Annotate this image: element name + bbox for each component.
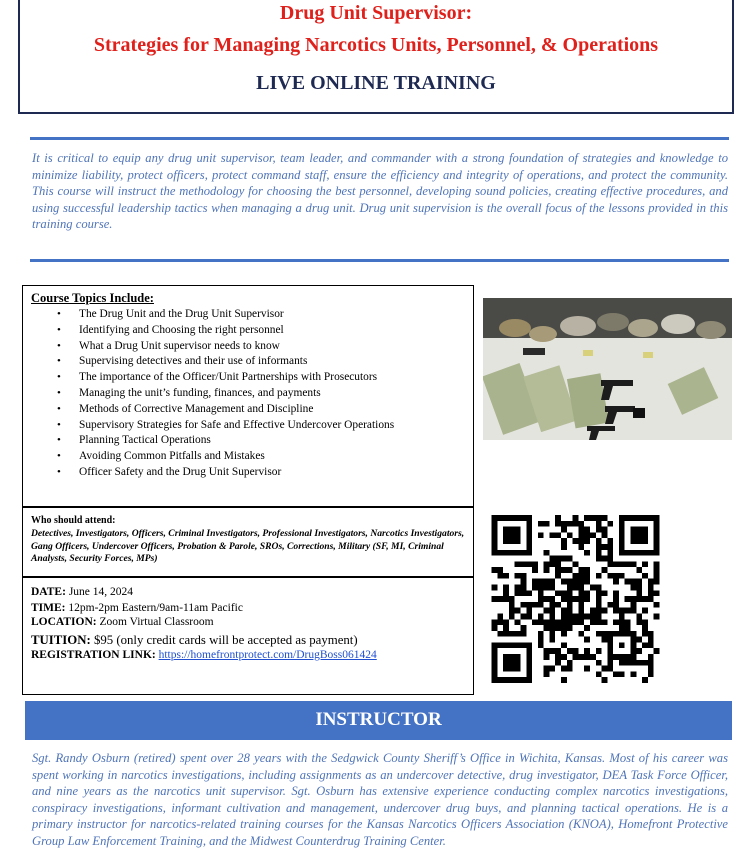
date-label: DATE:	[31, 586, 66, 598]
registration-label: REGISTRATION LINK:	[31, 649, 156, 661]
location-label: LOCATION:	[31, 616, 97, 628]
who-should-attend-text: Detectives, Investigators, Officers, Criminal Investigators, Professional Investigators, Narcotics Investigators, Gang Officers, Undercover Officers, Probation & Parole, SROs, Corrections, Military (SF, MI, Criminal Analysts, Security Forces, MPs)	[31, 528, 465, 565]
title-line-1: Drug Unit Supervisor:	[279, 2, 473, 24]
time-label: TIME:	[31, 602, 66, 614]
header-box	[18, 0, 734, 114]
course-topics-heading: Course Topics Include:	[31, 291, 154, 305]
instructor-bio: Sgt. Randy Osburn (retired) spent over 28 years with the Sedgwick County Sheriff’s Office in Wichita, Kansas. Most of his career was spent working in narcotics investigations, including assignments as an undercover detective, drug investigator, DEA Task Force Officer, and nine years as the narcotics unit supervisor. Sgt. Osburn has extensive experience conducting complex narcotics investigations, conspiracy investigations, informant cultivation and management, undercover drug buys, and planning tactical operations. He is a primary instructor for narcotics-related training courses for the Kansas Narcotics Officers Association (KNOA), Homefront Protective Group Law Enforcement Training, and the Midwest Counterdrug Training Center.	[32, 751, 728, 848]
tuition-value: $95 (only credit cards will be accepted as payment)	[93, 633, 358, 647]
list-item: • Managing the unit’s funding, finances, and payments	[57, 386, 394, 402]
registration-row	[31, 649, 377, 661]
list-item: • Planning Tactical Operations	[57, 433, 394, 449]
title-line-2: Strategies for Managing Narcotics Units, Personnel, & Operations	[93, 34, 659, 56]
list-item: • Avoiding Common Pitfalls and Mistakes	[57, 449, 394, 465]
tuition-label: TUITION:	[31, 633, 91, 647]
time-row	[31, 602, 243, 614]
location-value: Zoom Virtual Classroom	[99, 616, 214, 628]
date-value: June 14, 2024	[68, 586, 134, 598]
tuition-row	[31, 633, 358, 648]
evidence-photo-illustration	[483, 298, 732, 440]
list-item: • What a Drug Unit supervisor needs to know	[57, 339, 394, 355]
location-row	[31, 616, 214, 628]
course-topics-list	[57, 307, 394, 481]
registration-qr-code[interactable]	[488, 515, 663, 683]
instructor-banner	[25, 701, 732, 740]
who-should-attend-box	[22, 507, 474, 577]
instructor-heading: INSTRUCTOR	[315, 709, 442, 730]
list-item: • Methods of Corrective Management and Discipline	[57, 402, 394, 418]
list-item: • The Drug Unit and the Drug Unit Supervisor	[57, 307, 394, 323]
list-item: • Supervising detectives and their use of informants	[57, 354, 394, 370]
list-item: • Officer Safety and the Drug Unit Supervisor	[57, 465, 394, 481]
time-value: 12pm-2pm Eastern/9am-11am Pacific	[68, 602, 243, 614]
who-should-attend-heading: Who should attend:	[31, 515, 116, 526]
divider-bottom	[30, 259, 729, 262]
event-details-box	[22, 577, 474, 695]
list-item: • Supervisory Strategies for Safe and Effective Undercover Operations	[57, 418, 394, 434]
course-topics-box	[22, 285, 474, 507]
registration-link[interactable]: https://homefrontprotect.com/DrugBoss061424	[158, 649, 377, 661]
title-line-3: LIVE ONLINE TRAINING	[256, 72, 496, 94]
date-row	[31, 586, 133, 598]
evidence-photo	[483, 298, 732, 440]
divider-top	[30, 137, 729, 140]
intro-paragraph: It is critical to equip any drug unit supervisor, team leader, and commander with a strong foundation of strategies and knowledge to minimize liability, protect officers, protect command staff, ensure the efficiency and integrity of operations, and protect the community. This course will instruct the methodology for choosing the best personnel, developing sound policies, creating effective procedures, and using successful leadership tactics when managing a drug unit. Drug unit supervision is the overall focus of the lessons provided in this training course.	[32, 151, 728, 232]
list-item: • The importance of the Officer/Unit Partnerships with Prosecutors	[57, 370, 394, 386]
list-item: • Identifying and Choosing the right personnel	[57, 323, 394, 339]
